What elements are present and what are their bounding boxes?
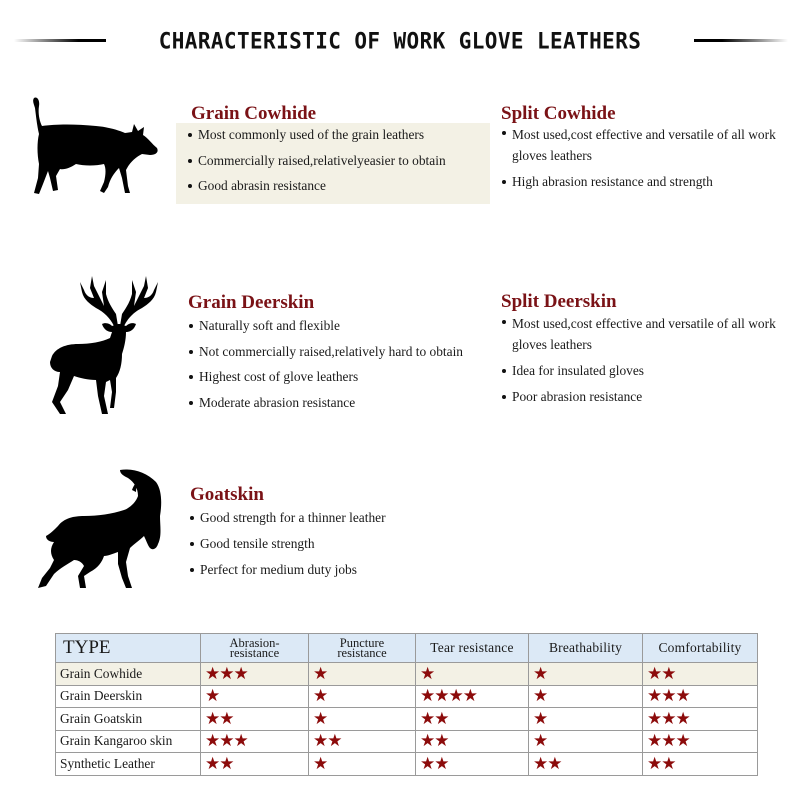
star-rating-icon: ★★ — [313, 731, 342, 752]
title-rule-left — [14, 39, 106, 42]
star-rating-icon: ★★★ — [205, 731, 248, 752]
star-rating-icon: ★ — [313, 686, 328, 707]
star-rating-icon: ★ — [313, 663, 328, 684]
section-title: Grain Deerskin — [188, 292, 315, 313]
header-puncture-line1: Puncture — [339, 636, 385, 650]
section-grain-deerskin — [188, 292, 488, 314]
header-puncture — [309, 634, 416, 663]
cell-comfortability-rating — [643, 708, 758, 731]
header-abrasion-line1: Abrasion- — [229, 636, 280, 650]
star-rating-icon: ★ — [533, 686, 548, 707]
header-abrasion — [201, 634, 309, 663]
cell-type: Grain Cowhide — [56, 663, 201, 686]
title-bar — [0, 26, 800, 56]
cell-breathability-rating — [529, 730, 643, 753]
cell-puncture-rating — [309, 685, 416, 708]
star-rating-icon: ★★ — [420, 708, 449, 729]
header-abrasion-line2: resistance — [229, 646, 280, 660]
bullet-item: Good strength for a thinner leather — [189, 510, 489, 526]
header-breathability: Breathability — [529, 634, 643, 663]
section-title: Split Cowhide — [501, 103, 616, 124]
cell-tear-rating — [416, 753, 529, 776]
bullet-item: Not commercially raised,relatively hard to obtain — [188, 344, 493, 360]
star-rating-icon: ★★ — [420, 753, 449, 774]
star-rating-icon: ★★★ — [205, 663, 248, 684]
star-rating-icon: ★★ — [533, 753, 562, 774]
cell-breathability-rating — [529, 708, 643, 731]
bullet-item: Poor abrasion resistance — [501, 389, 793, 405]
star-rating-icon: ★★★ — [647, 686, 690, 707]
page-title: CHARACTERISTIC OF WORK GLOVE LEATHERS — [158, 28, 642, 54]
star-rating-icon: ★★★ — [647, 731, 690, 752]
star-rating-icon: ★★★ — [647, 708, 690, 729]
star-rating-icon: ★★ — [647, 753, 676, 774]
cell-type: Grain Kangaroo skin — [56, 730, 201, 753]
star-rating-icon: ★ — [313, 708, 328, 729]
section-title: Split Deerskin — [501, 291, 617, 312]
cell-puncture-rating — [309, 663, 416, 686]
cell-abrasion-rating — [201, 708, 309, 731]
bullet-item: High abrasion resistance and strength — [501, 174, 793, 190]
star-rating-icon: ★★★★ — [420, 686, 477, 707]
star-rating-icon: ★ — [533, 731, 548, 752]
cell-abrasion-rating — [201, 730, 309, 753]
cell-breathability-rating — [529, 663, 643, 686]
bullet-item: Most commonly used of the grain leathers — [187, 127, 492, 143]
cell-tear-rating — [416, 730, 529, 753]
star-rating-icon: ★★ — [205, 753, 234, 774]
star-rating-icon: ★★ — [205, 708, 234, 729]
cell-abrasion-rating — [201, 685, 309, 708]
header-type: TYPE — [56, 634, 201, 663]
cow-silhouette-icon — [26, 94, 160, 198]
cell-comfortability-rating — [643, 663, 758, 686]
bullet-item: Commercially raised,relativelyeasier to obtain — [187, 153, 492, 169]
cell-comfortability-rating — [643, 730, 758, 753]
header-tear: Tear resistance — [416, 634, 529, 663]
table-row — [56, 753, 758, 776]
star-rating-icon: ★★ — [647, 663, 676, 684]
section-split-cowhide — [501, 103, 796, 125]
table-row — [56, 685, 758, 708]
table-row — [56, 708, 758, 731]
split-cowhide-bullets — [501, 127, 793, 190]
cell-tear-rating — [416, 663, 529, 686]
title-rule-right — [694, 39, 788, 42]
star-rating-icon: ★ — [420, 663, 435, 684]
star-rating-icon: ★★ — [420, 731, 449, 752]
bullet-item: Perfect for medium duty jobs — [189, 562, 489, 578]
cell-tear-rating — [416, 708, 529, 731]
comparison-table — [55, 633, 758, 776]
bullet-item: Naturally soft and flexible — [188, 318, 493, 334]
cell-type: Grain Deerskin — [56, 685, 201, 708]
header-puncture-line2: resistance — [337, 646, 387, 660]
cell-breathability-rating — [529, 753, 643, 776]
section-title: Grain Cowhide — [191, 103, 317, 124]
table-row — [56, 663, 758, 686]
cell-type: Synthetic Leather — [56, 753, 201, 776]
table-header-row — [56, 634, 758, 663]
bullet-item: Most used,cost effective and versatile of all work gloves leathers — [501, 314, 793, 355]
cell-breathability-rating — [529, 685, 643, 708]
star-rating-icon: ★ — [205, 686, 220, 707]
cell-puncture-rating — [309, 753, 416, 776]
goat-silhouette-icon — [28, 464, 168, 592]
bullet-item: Moderate abrasion resistance — [188, 395, 493, 411]
section-goatskin — [190, 484, 490, 506]
star-rating-icon: ★ — [533, 708, 548, 729]
cell-tear-rating — [416, 685, 529, 708]
section-title: Goatskin — [190, 484, 264, 505]
header-comfortability: Comfortability — [643, 634, 758, 663]
bullet-item: Most used,cost effective and versatile of all work gloves leathers — [501, 125, 793, 166]
bullet-item: Good abrasin resistance — [187, 178, 492, 194]
cell-type: Grain Goatskin — [56, 708, 201, 731]
section-split-deerskin — [501, 291, 796, 313]
cell-abrasion-rating — [201, 663, 309, 686]
star-rating-icon: ★ — [533, 663, 548, 684]
table-row — [56, 730, 758, 753]
goatskin-bullets — [189, 510, 489, 578]
cell-comfortability-rating — [643, 685, 758, 708]
bullet-item: Idea for insulated gloves — [501, 363, 793, 379]
grain-deerskin-bullets — [188, 318, 493, 411]
cell-puncture-rating — [309, 708, 416, 731]
cell-puncture-rating — [309, 730, 416, 753]
star-rating-icon: ★ — [313, 753, 328, 774]
cell-abrasion-rating — [201, 753, 309, 776]
split-deerskin-bullets — [501, 316, 793, 405]
bullet-item: Good tensile strength — [189, 536, 489, 552]
grain-cowhide-bullets — [187, 127, 492, 194]
cell-comfortability-rating — [643, 753, 758, 776]
section-grain-cowhide — [191, 103, 491, 125]
bullet-item: Highest cost of glove leathers — [188, 369, 493, 385]
deer-silhouette-icon — [40, 268, 160, 420]
